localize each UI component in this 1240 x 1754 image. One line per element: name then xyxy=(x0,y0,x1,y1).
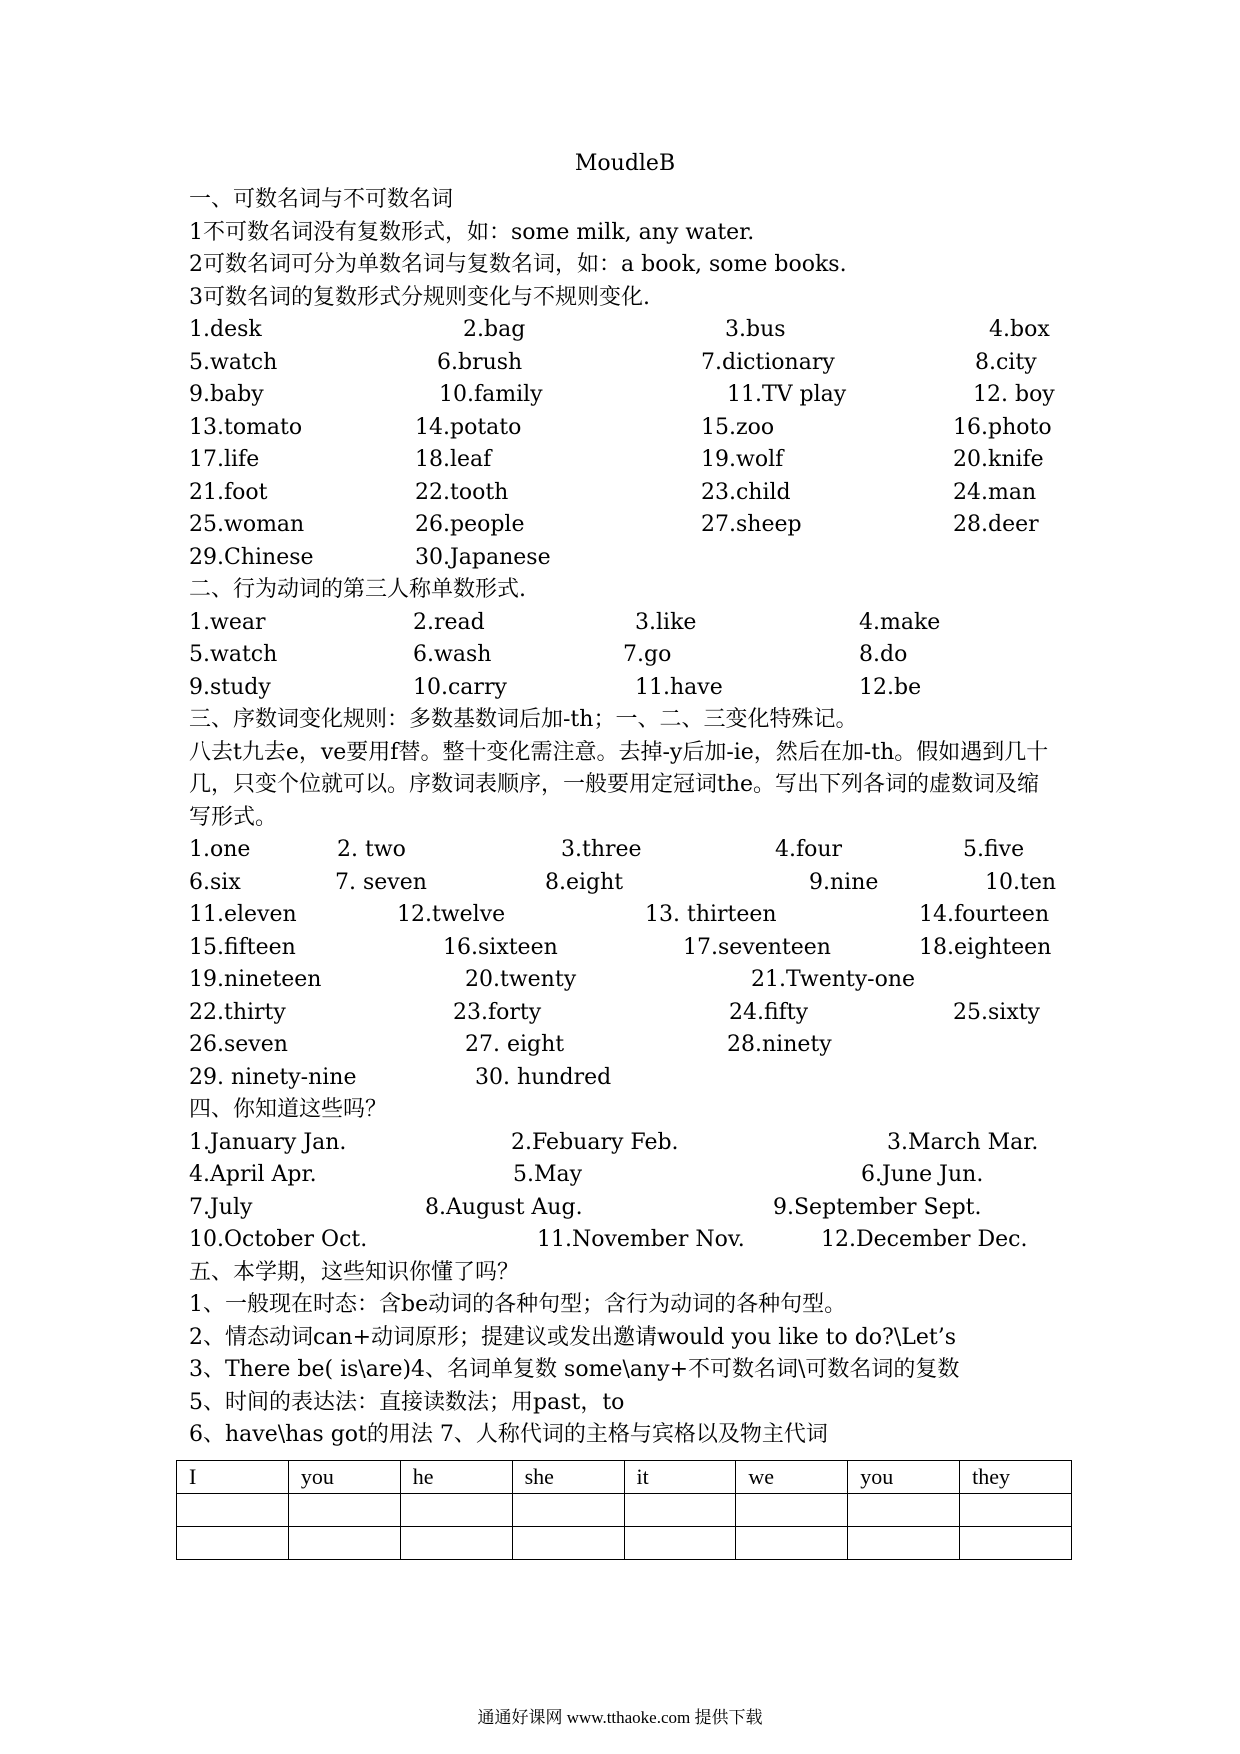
table-cell xyxy=(288,1527,400,1560)
table-header-cell: you xyxy=(848,1461,960,1494)
noun-row xyxy=(189,509,1061,542)
number-row xyxy=(189,997,1061,1030)
month-item: 9.September Sept. xyxy=(773,1194,982,1220)
table-header-cell: I xyxy=(177,1461,289,1494)
month-row xyxy=(189,1192,1061,1225)
month-row xyxy=(189,1159,1061,1192)
table-header-cell: you xyxy=(288,1461,400,1494)
noun-item: 30.Japanese xyxy=(415,544,551,570)
number-item: 5.five xyxy=(963,837,1025,862)
verb-row xyxy=(189,607,1061,640)
month-item: 4.April Apr. xyxy=(189,1162,317,1187)
section-5-line: 1、一般现在时态：含be动词的各种句型；含行为动词的各种句型。 xyxy=(189,1292,847,1317)
number-item: 21.Twenty-one xyxy=(751,967,916,992)
month-row xyxy=(189,1127,1061,1160)
section-5-heading: 五、本学期，这些知识你懂了吗？ xyxy=(189,1259,520,1285)
number-item: 17.seventeen xyxy=(683,934,831,960)
noun-item: 5.watch xyxy=(189,349,278,375)
noun-item: 2.bag xyxy=(463,317,526,342)
verb-item: 1.wear xyxy=(189,609,266,635)
month-item: 7.July xyxy=(189,1194,253,1220)
noun-item: 27.sheep xyxy=(701,512,802,537)
table-cell xyxy=(400,1527,512,1560)
noun-row xyxy=(189,542,1061,575)
noun-item: 15.zoo xyxy=(701,414,775,440)
noun-item: 20.knife xyxy=(953,447,1044,472)
month-row xyxy=(189,1224,1061,1257)
section-5-line: 6、have\has got的用法 7、人称代词的主格与宾格以及物主代词 xyxy=(189,1422,828,1447)
table-row xyxy=(177,1527,1072,1560)
table-cell xyxy=(960,1527,1072,1560)
noun-item: 6.brush xyxy=(437,349,523,375)
table-header-cell: he xyxy=(400,1461,512,1494)
table-header-cell: it xyxy=(624,1461,736,1494)
number-item: 9.nine xyxy=(809,869,879,895)
number-item: 15.fifteen xyxy=(189,934,296,960)
verb-item: 6.wash xyxy=(413,642,492,667)
noun-item: 29.Chinese xyxy=(189,544,314,570)
section-1-heading: 一、可数名词与不可数名词 xyxy=(189,187,454,212)
number-item: 6.six xyxy=(189,869,241,895)
noun-item: 8.city xyxy=(975,349,1037,375)
section-3-paragraph: 八去t九去e，ve要用f替。整十变化需注意。去掉-y后加-ie，然后在加-th。假如遇到几十几，只变个位就可以。序数词表顺序，一般要用定冠词the。写出下列各词的虚数词及缩写形式。 xyxy=(189,739,1049,830)
noun-item: 19.wolf xyxy=(701,447,784,472)
number-item: 1.one xyxy=(189,837,251,862)
noun-item: 7.dictionary xyxy=(701,349,835,375)
table-header-cell: we xyxy=(736,1461,848,1494)
verb-row xyxy=(189,672,1061,705)
number-item: 11.eleven xyxy=(189,902,297,927)
noun-item: 12. boy xyxy=(973,382,1055,407)
month-item: 6.June Jun. xyxy=(861,1162,984,1187)
noun-item: 18.leaf xyxy=(415,447,492,472)
verb-item: 9.study xyxy=(189,674,271,700)
number-item: 19.nineteen xyxy=(189,967,322,992)
number-item: 12.twelve xyxy=(397,902,506,927)
table-cell xyxy=(512,1494,624,1527)
number-row xyxy=(189,1029,1061,1062)
section-3-heading: 三、序数词变化规则：多数基数词后加-th；一、二、三变化特殊记。 xyxy=(189,707,858,732)
verb-item: 10.carry xyxy=(413,674,507,700)
table-cell xyxy=(288,1494,400,1527)
number-item: 10.ten xyxy=(985,869,1057,895)
noun-row xyxy=(189,412,1061,445)
noun-item: 3.bus xyxy=(725,317,786,342)
number-item: 8.eight xyxy=(545,869,624,895)
number-row xyxy=(189,899,1061,932)
table-cell xyxy=(624,1494,736,1527)
pronoun-table xyxy=(176,1460,1072,1560)
number-item: 26.seven xyxy=(189,1032,288,1057)
noun-item: 9.baby xyxy=(189,382,264,407)
section-1-line: 3可数名词的复数形式分规则变化与不规则变化. xyxy=(189,284,650,310)
table-row xyxy=(177,1494,1072,1527)
number-item: 22.thirty xyxy=(189,999,286,1025)
verb-item: 11.have xyxy=(635,674,723,700)
number-row xyxy=(189,1062,1061,1095)
number-item: 28.ninety xyxy=(727,1032,832,1057)
number-row xyxy=(189,932,1061,965)
number-row xyxy=(189,867,1061,900)
noun-row xyxy=(189,444,1061,477)
month-item: 2.Febuary Feb. xyxy=(511,1129,679,1155)
noun-item: 21.foot xyxy=(189,479,268,505)
number-item: 7. seven xyxy=(335,869,427,895)
table-cell xyxy=(177,1527,289,1560)
table-cell xyxy=(960,1494,1072,1527)
noun-item: 25.woman xyxy=(189,512,305,537)
table-cell xyxy=(736,1494,848,1527)
verb-item: 5.watch xyxy=(189,642,278,667)
month-item: 8.August Aug. xyxy=(425,1194,583,1220)
document-page xyxy=(189,148,1061,1452)
noun-row xyxy=(189,477,1061,510)
table-cell xyxy=(177,1494,289,1527)
noun-item: 17.life xyxy=(189,447,260,472)
document-title: MoudleB xyxy=(574,151,676,176)
month-item: 1.January Jan. xyxy=(189,1129,347,1155)
section-2-heading: 二、行为动词的第三人称单数形式. xyxy=(189,577,526,602)
number-item: 2. two xyxy=(337,837,406,862)
number-item: 3.three xyxy=(561,837,642,862)
verb-item: 2.read xyxy=(413,609,485,635)
verb-item: 12.be xyxy=(859,674,922,700)
table-cell xyxy=(848,1494,960,1527)
table-header-cell: she xyxy=(512,1461,624,1494)
number-item: 23.forty xyxy=(453,999,542,1025)
number-item: 24.fifty xyxy=(729,999,809,1025)
section-4-heading: 四、你知道这些吗？ xyxy=(189,1097,388,1122)
noun-row xyxy=(189,379,1061,412)
noun-item: 24.man xyxy=(953,479,1037,505)
verb-item: 4.make xyxy=(859,609,941,635)
month-item: 10.October Oct. xyxy=(189,1227,368,1252)
noun-item: 22.tooth xyxy=(415,479,509,505)
noun-row xyxy=(189,347,1061,380)
number-item: 16.sixteen xyxy=(443,934,558,960)
section-5-line: 5、时间的表达法：直接读数法；用past，to xyxy=(189,1389,625,1415)
number-item: 13. thirteen xyxy=(645,902,777,927)
noun-item: 13.tomato xyxy=(189,414,303,440)
number-row xyxy=(189,964,1061,997)
month-item: 12.December Dec. xyxy=(821,1227,1028,1252)
table-cell xyxy=(400,1494,512,1527)
noun-item: 1.desk xyxy=(189,317,262,342)
table-cell xyxy=(512,1527,624,1560)
verb-row xyxy=(189,639,1061,672)
noun-item: 14.potato xyxy=(415,414,522,440)
noun-item: 10.family xyxy=(439,382,543,407)
month-item: 3.March Mar. xyxy=(887,1129,1039,1155)
noun-item: 28.deer xyxy=(953,512,1039,537)
month-item: 5.May xyxy=(513,1162,583,1187)
footer-text: 通通好课网 www.tthaoke.com 提供下载 xyxy=(477,1708,763,1727)
noun-item: 4.box xyxy=(989,317,1050,342)
section-5-line: 3、There be( is\are)4、名词单复数 some\any+不可数名词\可数名词的复数 xyxy=(189,1357,960,1382)
number-item: 25.sixty xyxy=(953,999,1040,1025)
verb-item: 8.do xyxy=(859,642,908,667)
number-item: 18.eighteen xyxy=(919,934,1052,960)
number-item: 30. hundred xyxy=(475,1064,612,1090)
number-item: 29. ninety-nine xyxy=(189,1064,357,1090)
number-row xyxy=(189,834,1061,867)
verb-item: 7.go xyxy=(623,642,672,667)
number-item: 27. eight xyxy=(465,1032,565,1057)
section-1-line: 2可数名词可分为单数名词与复数名词，如：a book, some books. xyxy=(189,252,847,277)
noun-item: 11.TV play xyxy=(727,382,847,407)
month-item: 11.November Nov. xyxy=(537,1227,745,1252)
table-cell xyxy=(624,1527,736,1560)
verb-item: 3.like xyxy=(635,609,697,635)
table-header-cell: they xyxy=(960,1461,1072,1494)
number-item: 20.twenty xyxy=(465,967,577,992)
number-item: 14.fourteen xyxy=(919,902,1050,927)
noun-row xyxy=(189,314,1061,347)
noun-item: 23.child xyxy=(701,479,791,505)
table-cell xyxy=(736,1527,848,1560)
noun-item: 16.photo xyxy=(953,414,1052,440)
section-1-line: 1不可数名词没有复数形式，如：some milk, any water. xyxy=(189,219,755,245)
noun-item: 26.people xyxy=(415,512,525,537)
section-5-line: 2、情态动词can+动词原形；提建议或发出邀请would you like to do?\Let’s xyxy=(189,1324,957,1350)
number-item: 4.four xyxy=(775,837,843,862)
table-cell xyxy=(848,1527,960,1560)
table-row xyxy=(177,1461,1072,1494)
